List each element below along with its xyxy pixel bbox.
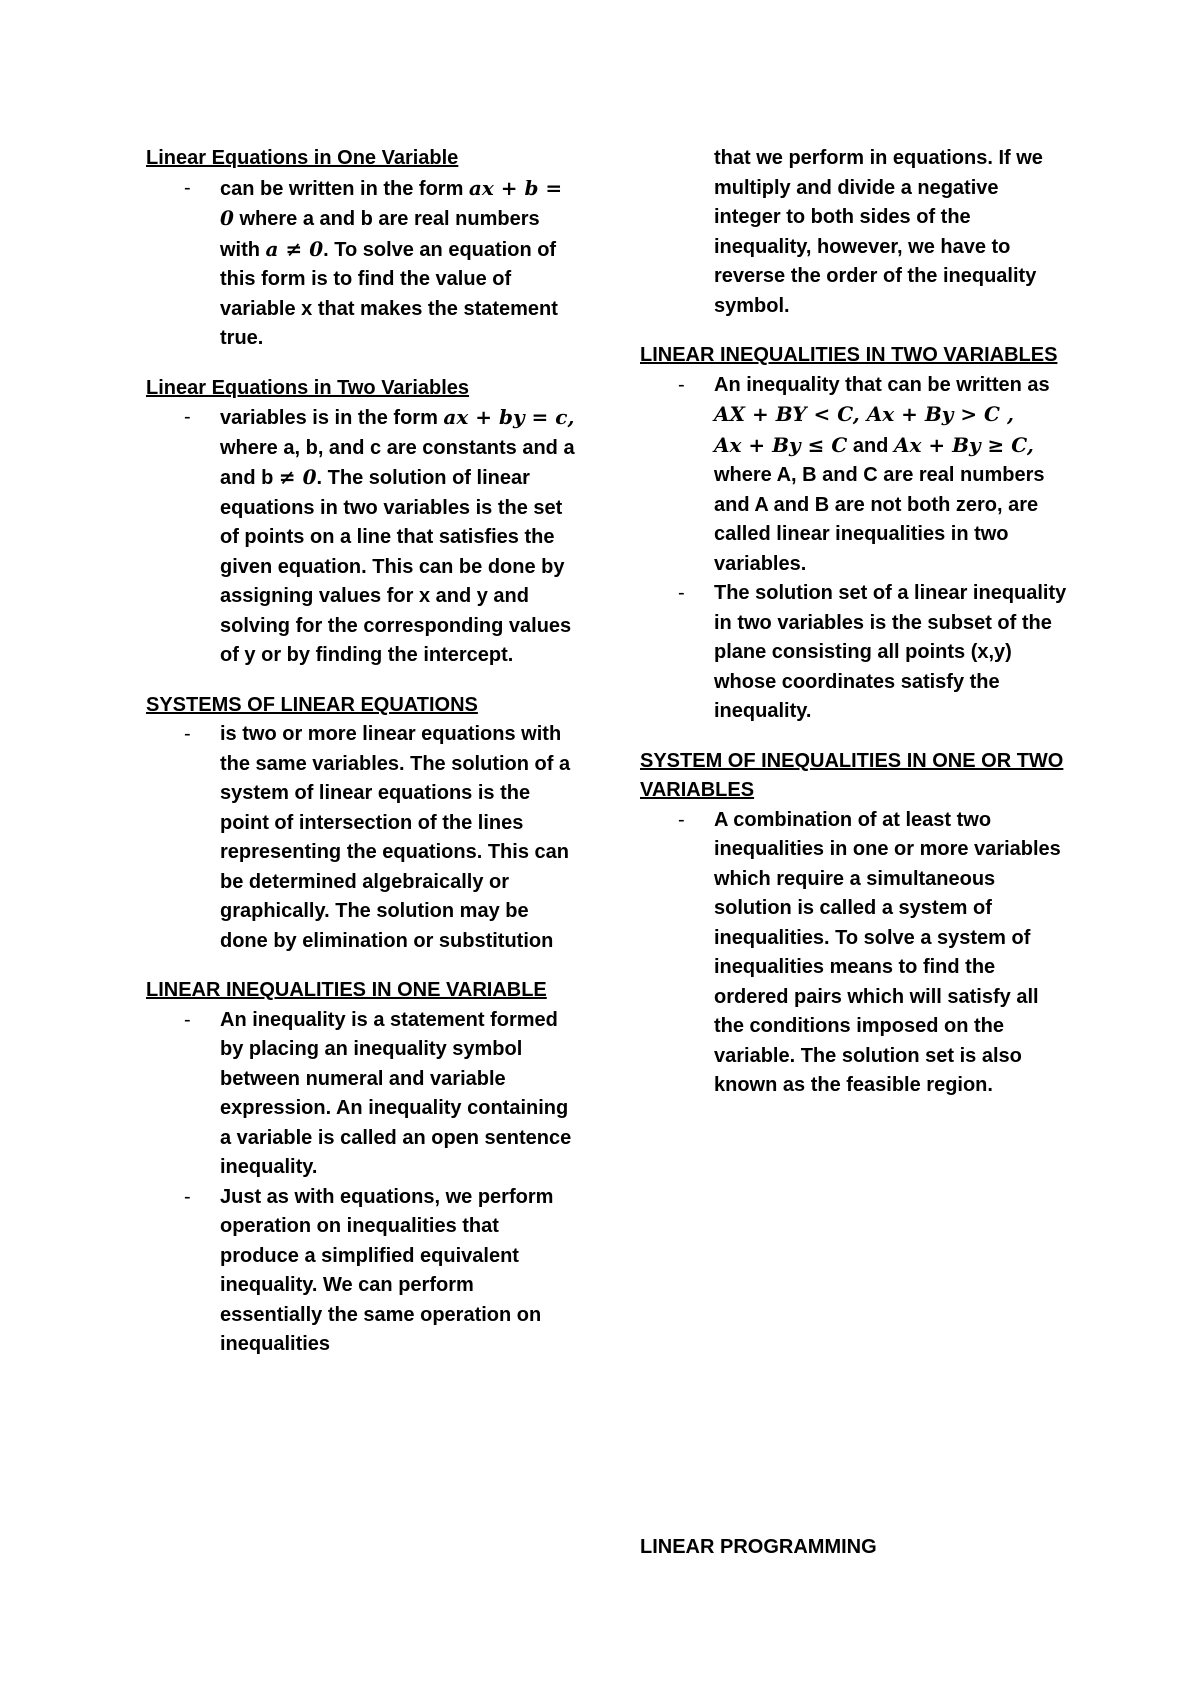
continued-paragraph: that we perform in equations. If we multiply and divide a negative integer to both sides of the inequality, however, we have to reverse the order of the inequality symbol. (714, 147, 1043, 317)
math-expression: Ax + By ≤ C (714, 432, 848, 457)
text: is two or more linear equations with the same variables. The solution of a system of linear equations is the point of intersection of the lines representing the equations. This can be determined algebraically or graphically. The solution may be done by elimination or substitution (220, 723, 571, 952)
bullet-dash: - (184, 406, 191, 428)
section-heading: Linear Equations in Two Variables (146, 376, 470, 399)
text: An inequality is a statement formed by placing an inequality symbol between numeral and variable expression. An inequality containing a variable is called an open sentence inequality. (220, 1008, 572, 1178)
text: Just as with equations, we perform operation on inequalities that produce a simplified equivalent inequality. We can perform essentially the same operation on inequalities (220, 1185, 554, 1355)
bullet-item (146, 720, 576, 956)
bullet-dash: - (678, 808, 685, 831)
bullet-item (146, 403, 576, 671)
math-expression: ≠ 0 (278, 465, 317, 489)
text: variables is in the form (220, 407, 444, 429)
section-heading: Linear Equations in One Variable (146, 147, 459, 169)
math-expression: Ax + By ≥ C, (893, 432, 1034, 457)
text: An inequality that can be written as (714, 373, 1050, 396)
section-heading: SYSTEM OF INEQUALITIES IN ONE OR TWO VARIABLES (640, 749, 1064, 801)
math-expression: a ≠ 0 (265, 236, 324, 261)
section-linear-equations-two-variables (146, 374, 576, 671)
section-system-of-inequalities (640, 747, 1070, 1101)
text: A combination of at least two inequalities in one or more variables which require a simultaneous solution is called a system of inequalities. To solve a system of inequalities means to find the ordered pairs which will satisfy all the conditions imposed on the variable. The solution set is also known as the feasible region. (714, 808, 1061, 1096)
bullet-dash: - (184, 1185, 191, 1208)
math-expression: AX + BY < C, Ax + By > C , (714, 402, 1014, 426)
text: and (847, 434, 894, 457)
text: where a, b, and c are constants and a and b (220, 436, 575, 489)
bullet-dash: - (678, 373, 685, 396)
section-linear-equations-one-variable (146, 144, 576, 354)
text: where a and b are real numbers with (220, 208, 540, 261)
math-expression: ax + by = c, (443, 405, 575, 429)
bullet-item (640, 806, 1070, 1101)
bullet-item (146, 1006, 576, 1183)
text: The solution set of a linear inequality in two variables is the subset of the plane consisting all points (x,y) whose coordinates satisfy the inequality. (714, 582, 1067, 722)
right-column (640, 144, 1070, 1121)
bullet-item (640, 579, 1070, 727)
linear-programming-heading: LINEAR PROGRAMMING (640, 1536, 877, 1558)
section-heading: LINEAR INEQUALITIES IN ONE VARIABLE (146, 979, 547, 1001)
bullet-dash: - (184, 723, 191, 745)
text: where A, B and C are real numbers and A and B are not both zero, are called linear inequalities in two variables. (714, 464, 1045, 575)
bullet-dash: - (184, 176, 191, 199)
left-column (146, 144, 576, 1380)
bullet-item (146, 1183, 576, 1360)
section-systems-of-linear-equations (146, 691, 576, 957)
section-heading: LINEAR INEQUALITIES IN TWO VARIABLES (640, 344, 1058, 366)
section-heading: SYSTEMS OF LINEAR EQUATIONS (146, 693, 478, 716)
math-expression: ax + b = 0 (220, 175, 563, 230)
bullet-dash: - (678, 582, 685, 604)
section-linear-inequalities-one-variable (146, 976, 576, 1360)
section-linear-inequalities-two-variables (640, 341, 1070, 727)
bullet-item (640, 371, 1070, 580)
text: . To solve an equation of this form is to find the value of variable x that makes the statement true. (220, 238, 558, 349)
text: . The solution of linear equations in two variables is the set of points on a line that satisfies the given equation. This can be done by assigning values for x and y and solving for the corresponding values of y or by finding the intercept. (220, 467, 572, 666)
bullet-item (146, 174, 576, 354)
text: can be written in the form (220, 177, 469, 200)
bullet-dash: - (184, 1008, 191, 1031)
